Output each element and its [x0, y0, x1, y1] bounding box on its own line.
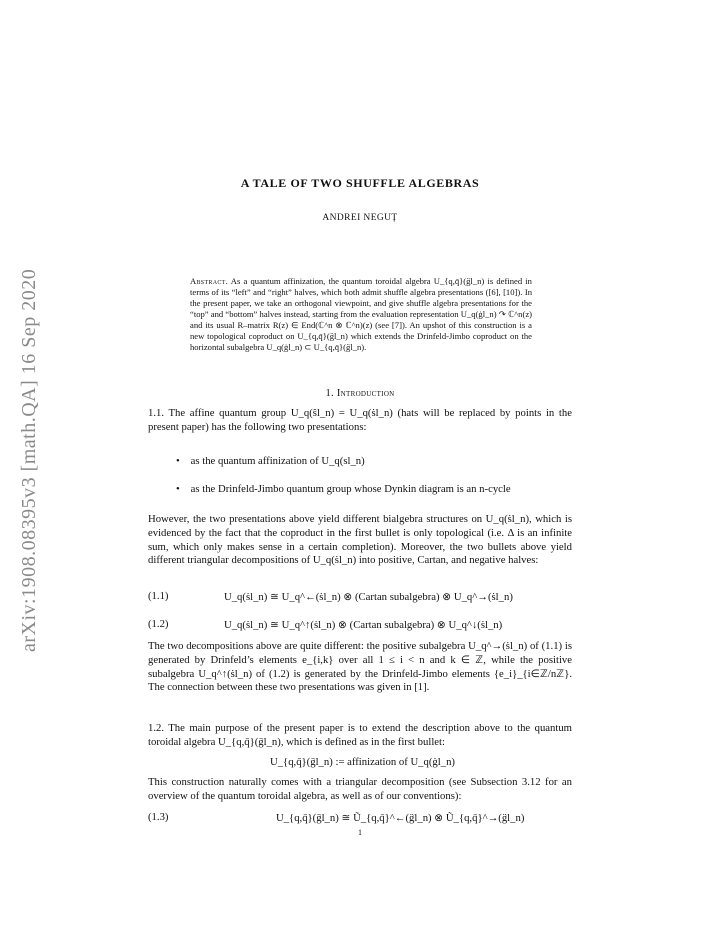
abstract-text: As a quantum affinization, the quantum toroidal algebra U_{q,q̄}(g̈l_n) is defined in terms of its “left” and “right” halves, which both admit shuffle algebra presentations ([6], [10]). In the present paper, we take an orthogonal viewpoint, and give shuffle algebra presentations for the “top” and “bottom” halves instead, starting from the evaluation representation U_q(ġl_n) ↷ ℂ^n(z) and its usual R–matrix R(z) ∈ End(ℂ^n ⊗ ℂ^n)(z) (see [7]). An upshot of this construction is a new topological coproduct on U_{q,q̄}(g̈l_n) which extends the Drinfeld-Jimbo coproduct on the horizontal subalgebra U_q(ġl_n) ⊂ U_{q,q̄}(g̈l_n).	[190, 276, 532, 352]
equation-body: U_q(ṡl_n) ≅ U_q^←(ṡl_n) ⊗ (Cartan subalgebra) ⊗ U_q^→(ṡl_n)	[224, 591, 513, 603]
paper-title: A TALE OF TWO SHUFFLE ALGEBRAS	[240, 176, 480, 190]
arxiv-stamp: arXiv:1908.08395v3 [math.QA] 16 Sep 2020	[18, 268, 40, 652]
section-heading	[0, 388, 720, 399]
page-number: 1	[358, 828, 362, 837]
equation-body: U_{q,q̄}(g̈l_n) := affinization of U_q(ġl_n)	[270, 756, 455, 768]
equation-body: U_q(ṡl_n) ≅ U_q^↑(ṡl_n) ⊗ (Cartan subalgebra) ⊗ U_q^↓(ṡl_n)	[224, 619, 503, 631]
equation-number: (1.2)	[148, 618, 169, 630]
section-number: 1.	[325, 388, 334, 399]
abstract-label: Abstract.	[190, 276, 229, 286]
bullet-icon: •	[176, 483, 180, 495]
paragraph-decompositions: The two decompositions above are quite different: the positive subalgebra U_q^→(ṡl_n) of (1.1) is generated by Drinfeld’s elements e_{i,k} over all 1 ≤ i < n and k ∈ ℤ, while the positive subalgebra U_q^↑(ṡl_n) of (1.2) is generated by the Drinfeld-Jimbo elements {e_i}_{i∈ℤ/nℤ}. The connection between these two presentations was given in [1].	[148, 640, 572, 694]
bullet-text: as the Drinfeld-Jimbo quantum group whose Dynkin diagram is an n-cycle	[190, 483, 511, 495]
bullet-icon: •	[176, 455, 180, 467]
bullet-text: as the quantum affinization of U_q(sl_n)	[190, 455, 365, 467]
paragraph-1-1: 1.1. The affine quantum group U_q(ŝl_n) = U_q(ṡl_n) (hats will be replaced by points in the present paper) has the following two presentations:	[148, 407, 572, 433]
equation-1-1	[148, 590, 572, 606]
equation-1-3	[148, 811, 572, 827]
equation-number: (1.3)	[148, 811, 169, 823]
bullet-item	[176, 483, 572, 495]
paragraph-however: However, the two presentations above yield different bialgebra structures on U_q(ṡl_n), which is evidenced by the fact that the coproduct in the first bullet is only topological (i.e. Δ is an infinite sum, which only makes sense in a certain completion). Moreover, the two bullets above yield different triangular decompositions of U_q(ṡl_n) into positive, Cartan, and negative halves:	[148, 513, 572, 567]
paragraph-1-2: 1.2. The main purpose of the present paper is to extend the description above to the quantum toroidal algebra U_{q,q̄}(g̈l_n), which is defined as in the first bullet:	[148, 722, 572, 748]
abstract	[190, 276, 532, 353]
equation-body: U_{q,q̄}(g̈l_n) ≅ Ũ_{q,q̄}^←(g̈l_n) ⊗ Ũ_{q,q̄}^→(g̈l_n)	[276, 812, 525, 824]
section-title: Introduction	[336, 388, 395, 399]
display-affinization	[148, 756, 572, 772]
bullet-item	[176, 455, 572, 467]
equation-number: (1.1)	[148, 590, 169, 602]
author-name: ANDREI NEGUȚ	[322, 213, 398, 223]
equation-1-2	[148, 618, 572, 634]
paragraph-construction: This construction naturally comes with a triangular decomposition (see Subsection 3.12 for an overview of the quantum toroidal algebra, as well as of our conventions):	[148, 776, 572, 802]
